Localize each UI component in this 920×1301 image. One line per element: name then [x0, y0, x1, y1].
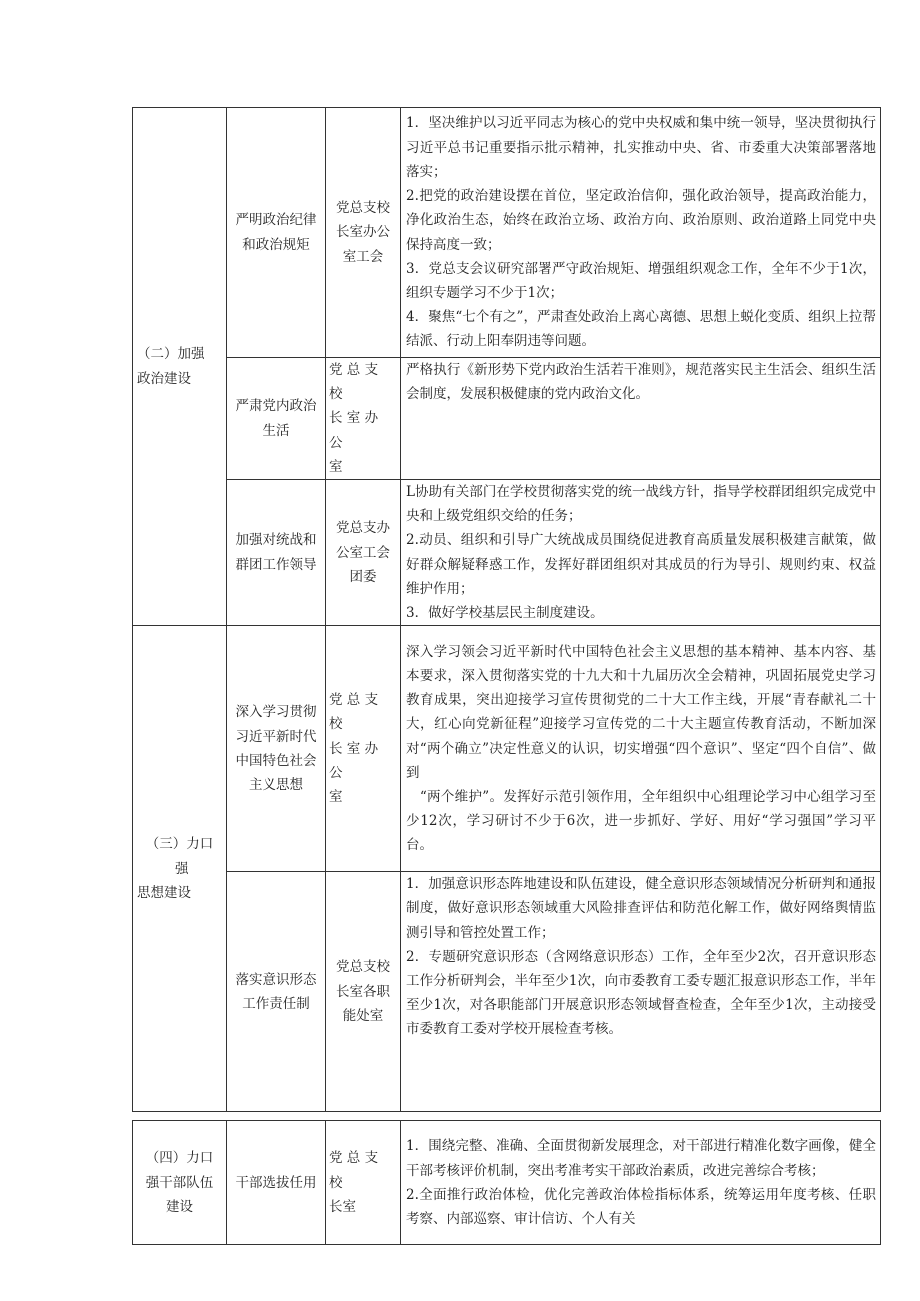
list-item: 3．党总支会议研究部署严守政治规矩、增强组织观念工作，全年不少于1次，组织专题学习不少于1次； [406, 260, 876, 301]
department-cell: 党 总 支 校 长 室 办 公 室 [326, 358, 401, 480]
list-item: 2.全面推行政治体检，优化完善政治体检指标体系，统筹运用年度考核、任职考察、内部巡察、审计信访、个人有关 [406, 1186, 876, 1227]
list-item: 4．聚焦“七个有之”，严肃查处政治上离心离德、思想上蜕化变质、组织上拉帮结派、行动上阳奉阴违等问题。 [406, 309, 876, 350]
category-cell: （二）加强 政治建设 [133, 108, 227, 626]
task-description-cell [401, 480, 881, 626]
task-name-cell: 加强对统战和 群团工作领导 [227, 480, 326, 626]
task-description-cell [401, 872, 881, 1112]
table-row [133, 1121, 881, 1245]
row-spacer [133, 1112, 881, 1121]
table-row [133, 480, 881, 626]
table-row [133, 358, 881, 480]
task-name-cell: 深入学习贯彻 习近平新时代 中国特色社会 主义思想 [227, 626, 326, 872]
department-cell: 党总支校 长室办公 室工会 [326, 108, 401, 358]
list-item: 1．围绕完整、准确、全面贯彻新发展理念，对干部进行精准化数字画像，健全干部考核评价机制，突出考准考实干部政治素质，改进完善综合考核； [406, 1138, 876, 1179]
list-item: 2.把党的政治建设摆在首位，坚定政治信仰，强化政治领导，提高政治能力，净化政治生态，始终在政治立场、政治方向、政治原则、政治道路上同党中央保持高度一致； [406, 188, 876, 253]
list-item: 深入学习领会习近平新时代中国特色社会主义思想的基本精神、基本内容、基本要求，深入贯彻落实党的十九大和十九届历次全会精神，巩固拓展党史学习教育成果，突出迎接学习宣传贯彻党的二十大工作主线，开展“青春献礼二十大，红心向党新征程”迎接学习宣传党的二十大主题宣传教育活动，不断加深对“两个确立”决定性意义的认识，切实增强“四个意识”、坚定“四个自信”、做到 [406, 643, 876, 781]
table-row [133, 872, 881, 1112]
list-item: 1．坚决维护以习近平同志为核心的党中央权威和集中统一领导，坚决贯彻执行习近平总书记重要指示批示精神，扎实推动中央、省、市委重大决策部署落地落实； [406, 115, 876, 180]
task-name-cell: 严肃党内政治 生活 [227, 358, 326, 480]
table-row [133, 108, 881, 358]
task-name-cell: 严明政治纪律 和政治规矩 [227, 108, 326, 358]
task-description-cell [401, 108, 881, 358]
work-plan-table [132, 107, 881, 1245]
category-cell: （三）力口 强 思想建设 [133, 626, 227, 1112]
department-cell: 党 总 支 校 长 室 办 公 室 [326, 626, 401, 872]
list-item: 2.动员、组织和引导广大统战成员围绕促进教育高质量发展积极建言献策，做好群众解疑释惑工作，发挥好群团组织对其成员的行为导引、规则约束、权益维护作用； [406, 532, 876, 597]
table-row [133, 626, 881, 872]
department-cell: 党总支校 长室各职 能处室 [326, 872, 401, 1112]
list-item: “两个维护”。发挥好示范引领作用，全年组织中心组理论学习中心组学习至少12次，学习研讨不少于6次，进一步抓好、学好、用好“学习强国”学习平台。 [406, 789, 876, 854]
department-cell: 党 总 支 校 长室 [326, 1121, 401, 1245]
task-description-cell [401, 1121, 881, 1245]
list-item: 严格执行《新形势下党内政治生活若干准则》，规范落实民主生活会、组织生活会制度，发展积极健康的党内政治文化。 [406, 362, 876, 403]
list-item: 3．做好学校基层民主制度建设。 [406, 605, 604, 622]
list-item: L协助有关部门在学校贯彻落实党的统一战线方针，指导学校群团组织完成党中央和上级党组织交给的任务； [406, 484, 876, 525]
category-cell: （四）力口 强干部队伍 建设 [133, 1121, 227, 1245]
list-item: 2．专题研究意识形态（含网络意识形态）工作，全年至少2次，召开意识形态工作分析研判会，半年至少1次，向市委教育工委专题汇报意识形态工作，半年至少1次，对各职能部门开展意识形态领域督查检查，全年至少1次，主动接受市委教育工委对学校开展检查考核。 [406, 948, 876, 1038]
task-description-cell [401, 358, 881, 480]
task-description-cell [401, 626, 881, 872]
department-cell: 党总支办 公室工会 团委 [326, 480, 401, 626]
list-item: 1．加强意识形态阵地建设和队伍建设，健全意识形态领域情况分析研判和通报制度，做好意识形态领域重大风险排查评估和防范化解工作，做好网络舆情监测引导和管控处置工作； [406, 876, 876, 941]
task-name-cell: 落实意识形态 工作责任制 [227, 872, 326, 1112]
task-name-cell: 干部选拔任用 [227, 1121, 326, 1245]
